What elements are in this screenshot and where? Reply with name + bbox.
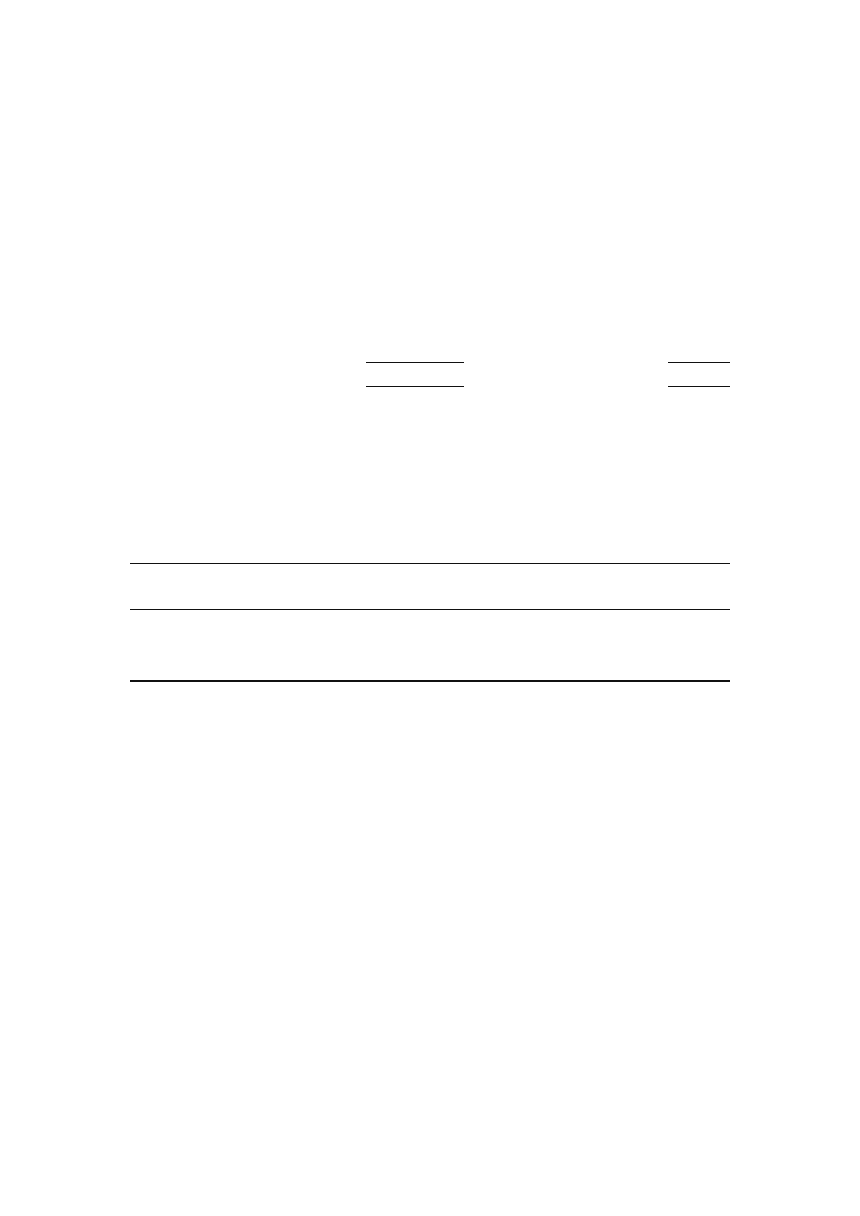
jia-text-line-2: [130, 130, 730, 152]
q12-answer-line-1[interactable]: [130, 563, 730, 564]
article-title: [130, 708, 730, 730]
q12-answer-line-2[interactable]: [130, 609, 730, 610]
q10-answer-1[interactable]: [366, 340, 464, 363]
q13-answer-line[interactable]: [130, 680, 730, 682]
q10-answer-2[interactable]: [668, 340, 730, 363]
yi-header: [130, 182, 730, 204]
q10-answer-4[interactable]: [668, 364, 730, 387]
yi-text-line-1: [130, 206, 158, 228]
q10-answer-3[interactable]: [366, 364, 464, 387]
